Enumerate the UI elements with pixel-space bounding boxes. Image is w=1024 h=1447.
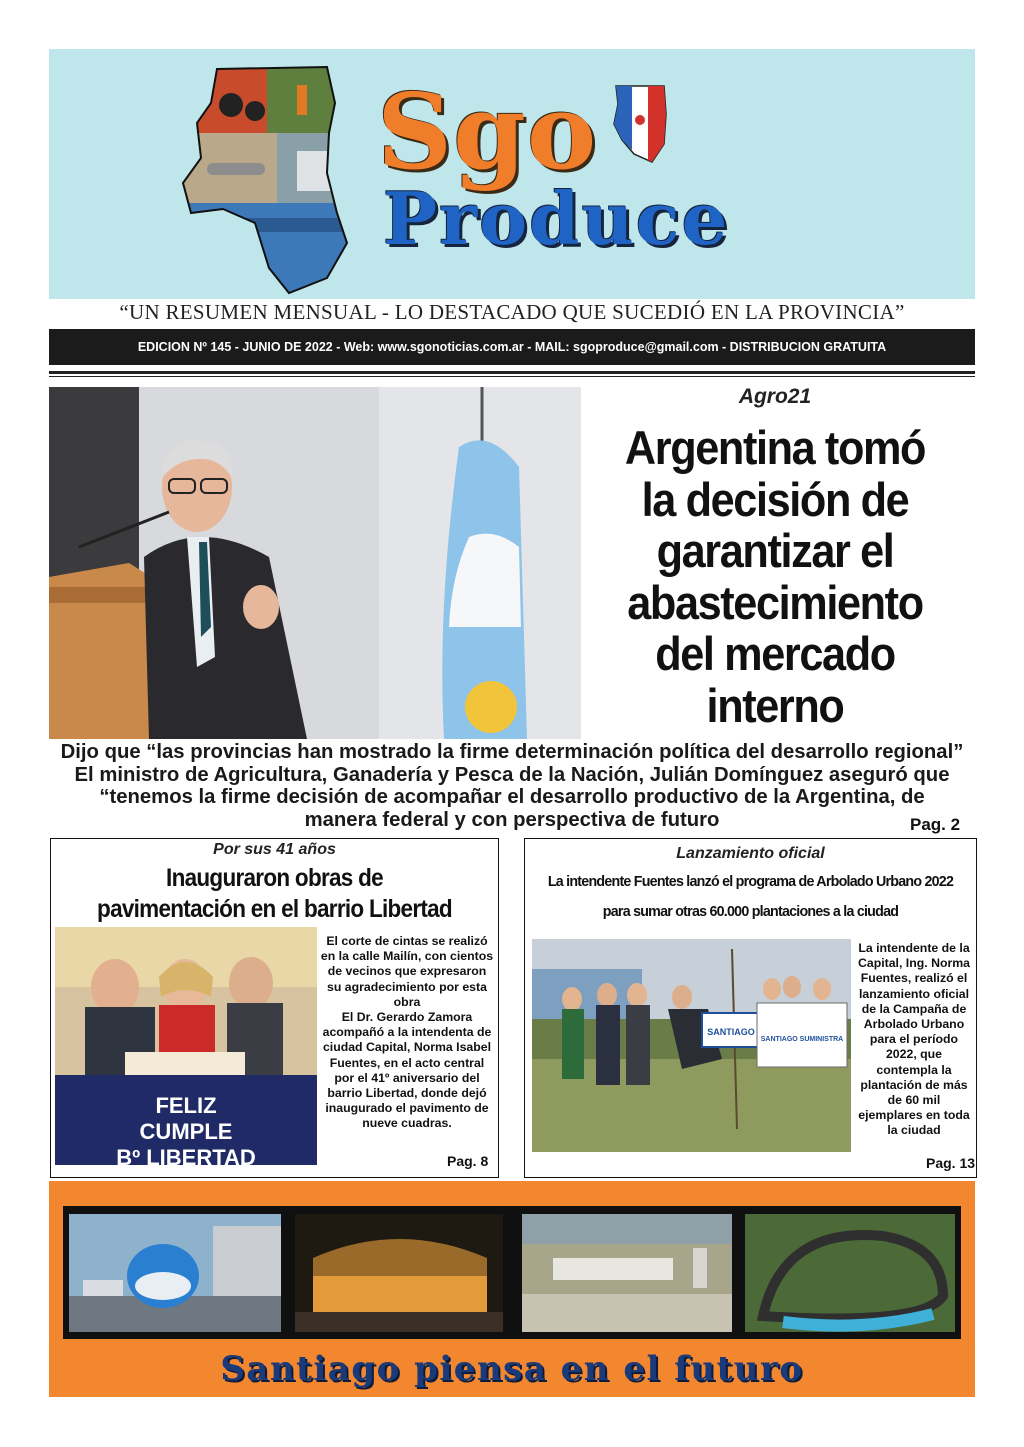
santiago-flag-map-icon — [612, 84, 668, 164]
story-kicker: Lanzamiento oficial — [676, 845, 825, 862]
photo-terminal-night — [295, 1214, 503, 1332]
story-body: La intendente de la Capital, Ing. Norma Fuentes, realizó el lanzamiento oficial de la Campaña de Arbolado Urbano para el período 2022, que contempla la plantación de más de 60 mil ejemplares en toda la ciudad — [857, 941, 971, 1138]
story-box-arbolado — [524, 838, 977, 1178]
logo-sgo: Sgo — [377, 70, 598, 193]
divider-rule — [49, 376, 975, 377]
photo-race-circuit — [745, 1214, 955, 1332]
tree-planting-illustration — [532, 939, 851, 1152]
lead-headline: Argentina tomó la decisión de garantizar el abastecimiento del mercado interno — [624, 421, 926, 732]
banner-text-libertad: Bº LIBERTAD — [116, 1145, 256, 1165]
banner-slogan: Santiago piensa en el futuro — [220, 1349, 804, 1389]
story-page-ref: Pag. 13 — [926, 1155, 976, 1171]
banner-text-cumple: CUMPLE — [139, 1119, 233, 1144]
story-box-pavimentacion — [50, 838, 499, 1178]
tagline: “UN RESUMEN MENSUAL - LO DESTACADO QUE SUCEDIÓ EN LA PROVINCIA” — [119, 300, 905, 324]
story-body — [319, 934, 495, 1132]
province-map-collage — [177, 63, 377, 295]
story-photo-tree-planting — [532, 939, 851, 1152]
banner-photo-strip — [63, 1206, 961, 1339]
story-kicker: Por sus 41 años — [213, 841, 336, 858]
bottom-banner — [49, 1181, 975, 1397]
story-photo-ribbon-cutting — [55, 927, 317, 1165]
lead-photo-illustration — [49, 387, 581, 739]
lead-summary-body: El ministro de Agricultura, Ganadería y Pesca de la Nación, Julián Domínguez aseguró que “tenemos la firme decisión de acompañar el desarrollo productivo de la Argentina, de manera federal y con perspectiva de futuro — [74, 763, 950, 831]
lead-photo-minister-at-podium — [49, 387, 581, 739]
logo-produce: Produce — [383, 176, 730, 261]
photo-airplane — [69, 1214, 281, 1332]
story-headline: Inauguraron obras de pavimentación en el barrio Libertad — [97, 864, 452, 923]
divider-rule — [49, 371, 975, 374]
sign-text-suministra: SANTIAGO SUMINISTRA — [760, 1036, 844, 1043]
story-body-p1: El corte de cintas se realizó en la calle Mailín, con cientos de vecinos que expresaron su agradecimiento por esta obra — [320, 934, 494, 1009]
lead-summary — [49, 741, 975, 831]
masthead — [49, 49, 975, 299]
edition-info-bar: EDICION Nº 145 - JUNIO DE 2022 - Web: www.sgonoticias.com.ar - MAIL: sgoproduce@gmail.com - DISTRIBUCION GRATUITA — [49, 329, 975, 365]
story-body-p2: El Dr. Gerardo Zamora acompañó a la intendenta de ciudad Capital, Norma Isabel Fuentes, en el acto central por el 41º aniversario del barrio Libertad, donde dejó inaugurado el pavimento de nueve cuadras. — [322, 1010, 492, 1131]
lead-summary-quote: Dijo que “las provincias han mostrado la firme determinación política del desarrollo regional” — [60, 741, 964, 763]
ribbon-cutting-illustration — [55, 927, 317, 1165]
story-headline: La intendente Fuentes lanzó el programa de Arbolado Urbano 2022 para sumar otras 60.000 plantaciones a la ciudad — [547, 873, 954, 920]
lead-page-ref: Pag. 2 — [910, 815, 961, 834]
story-page-ref: Pag. 8 — [447, 1153, 489, 1169]
lead-kicker: Agro21 — [738, 385, 812, 408]
banner-photos-illustration — [63, 1206, 961, 1339]
photo-airport-aerial — [522, 1214, 732, 1332]
banner-text-feliz: FELIZ — [155, 1093, 217, 1118]
sign-text-santiago: SANTIAGO — [707, 1027, 755, 1037]
